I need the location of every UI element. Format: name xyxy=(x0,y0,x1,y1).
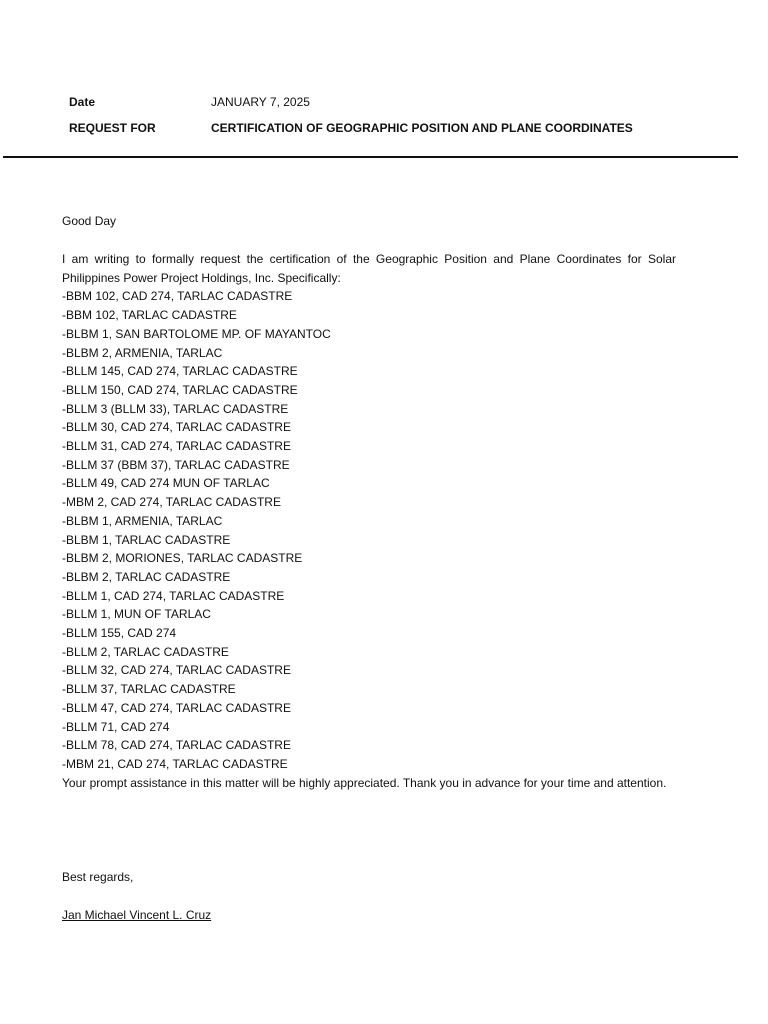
list-item: -BLBM 1, TARLAC CADASTRE xyxy=(62,532,231,547)
request-label: REQUEST FOR xyxy=(69,121,156,135)
list-item: -BLBM 1, ARMENIA, TARLAC xyxy=(62,513,223,528)
list-item: -BLLM 155, CAD 274 xyxy=(62,626,177,641)
list-item: -BLLM 1, CAD 274, TARLAC CADASTRE xyxy=(62,588,285,603)
list-item: -BLLM 32, CAD 274, TARLAC CADASTRE xyxy=(62,663,291,678)
list-item: -BLLM 2, TARLAC CADASTRE xyxy=(62,644,229,659)
list-item: -BLLM 37, TARLAC CADASTRE xyxy=(62,682,236,697)
list-item: -MBM 2, CAD 274, TARLAC CADASTRE xyxy=(62,495,281,510)
list-item: -BLLM 47, CAD 274, TARLAC CADASTRE xyxy=(62,700,291,715)
list-item: -BLLM 31, CAD 274, TARLAC CADASTRE xyxy=(62,439,291,454)
date-label: Date xyxy=(69,95,96,109)
list-item: -BLBM 2, TARLAC CADASTRE xyxy=(62,569,231,584)
list-item: -BLLM 37 (BBM 37), TARLAC CADASTRE xyxy=(62,457,290,472)
list-item: -BLLM 145, CAD 274, TARLAC CADASTRE xyxy=(62,364,298,379)
list-item: -BBM 102, TARLAC CADASTRE xyxy=(62,308,237,323)
header-divider xyxy=(3,156,738,158)
intro-paragraph: I am writing to formally request the certification of the Geographic Position and Plane Coordinates for Solar Philippines Power Project Holdings, Inc. Specifically: xyxy=(62,252,676,285)
list-item: -BLLM 71, CAD 274 xyxy=(62,719,170,734)
closing-paragraph: Your prompt assistance in this matter will be highly appreciated. Thank you in advance for your time and attention. xyxy=(62,775,667,790)
signature-name: Jan Michael Vincent L. Cruz xyxy=(62,908,212,922)
greeting: Good Day xyxy=(62,214,117,228)
list-item: -BBM 102, CAD 274, TARLAC CADASTRE xyxy=(62,289,293,304)
list-item: -BLLM 49, CAD 274 MUN OF TARLAC xyxy=(62,476,270,491)
list-item: -BLBM 1, SAN BARTOLOME MP. OF MAYANTOC xyxy=(62,326,331,341)
letter-body xyxy=(62,250,676,792)
list-item: -BLLM 1, MUN OF TARLAC xyxy=(62,607,211,622)
list-item: -BLLM 150, CAD 274, TARLAC CADASTRE xyxy=(62,382,298,397)
list-item: -BLLM 30, CAD 274, TARLAC CADASTRE xyxy=(62,420,291,435)
list-item: -BLBM 2, ARMENIA, TARLAC xyxy=(62,345,223,360)
benchmark-list xyxy=(62,287,676,773)
list-item: -BLBM 2, MORIONES, TARLAC CADASTRE xyxy=(62,551,303,566)
list-item: -BLLM 3 (BLLM 33), TARLAC CADASTRE xyxy=(62,401,289,416)
date-value: JANUARY 7, 2025 xyxy=(211,95,310,109)
list-item: -BLLM 78, CAD 274, TARLAC CADASTRE xyxy=(62,738,291,753)
request-value: CERTIFICATION OF GEOGRAPHIC POSITION AND PLANE COORDINATES xyxy=(211,121,633,135)
list-item: -MBM 21, CAD 274, TARLAC CADASTRE xyxy=(62,756,288,771)
regards-line: Best regards, xyxy=(62,870,134,884)
